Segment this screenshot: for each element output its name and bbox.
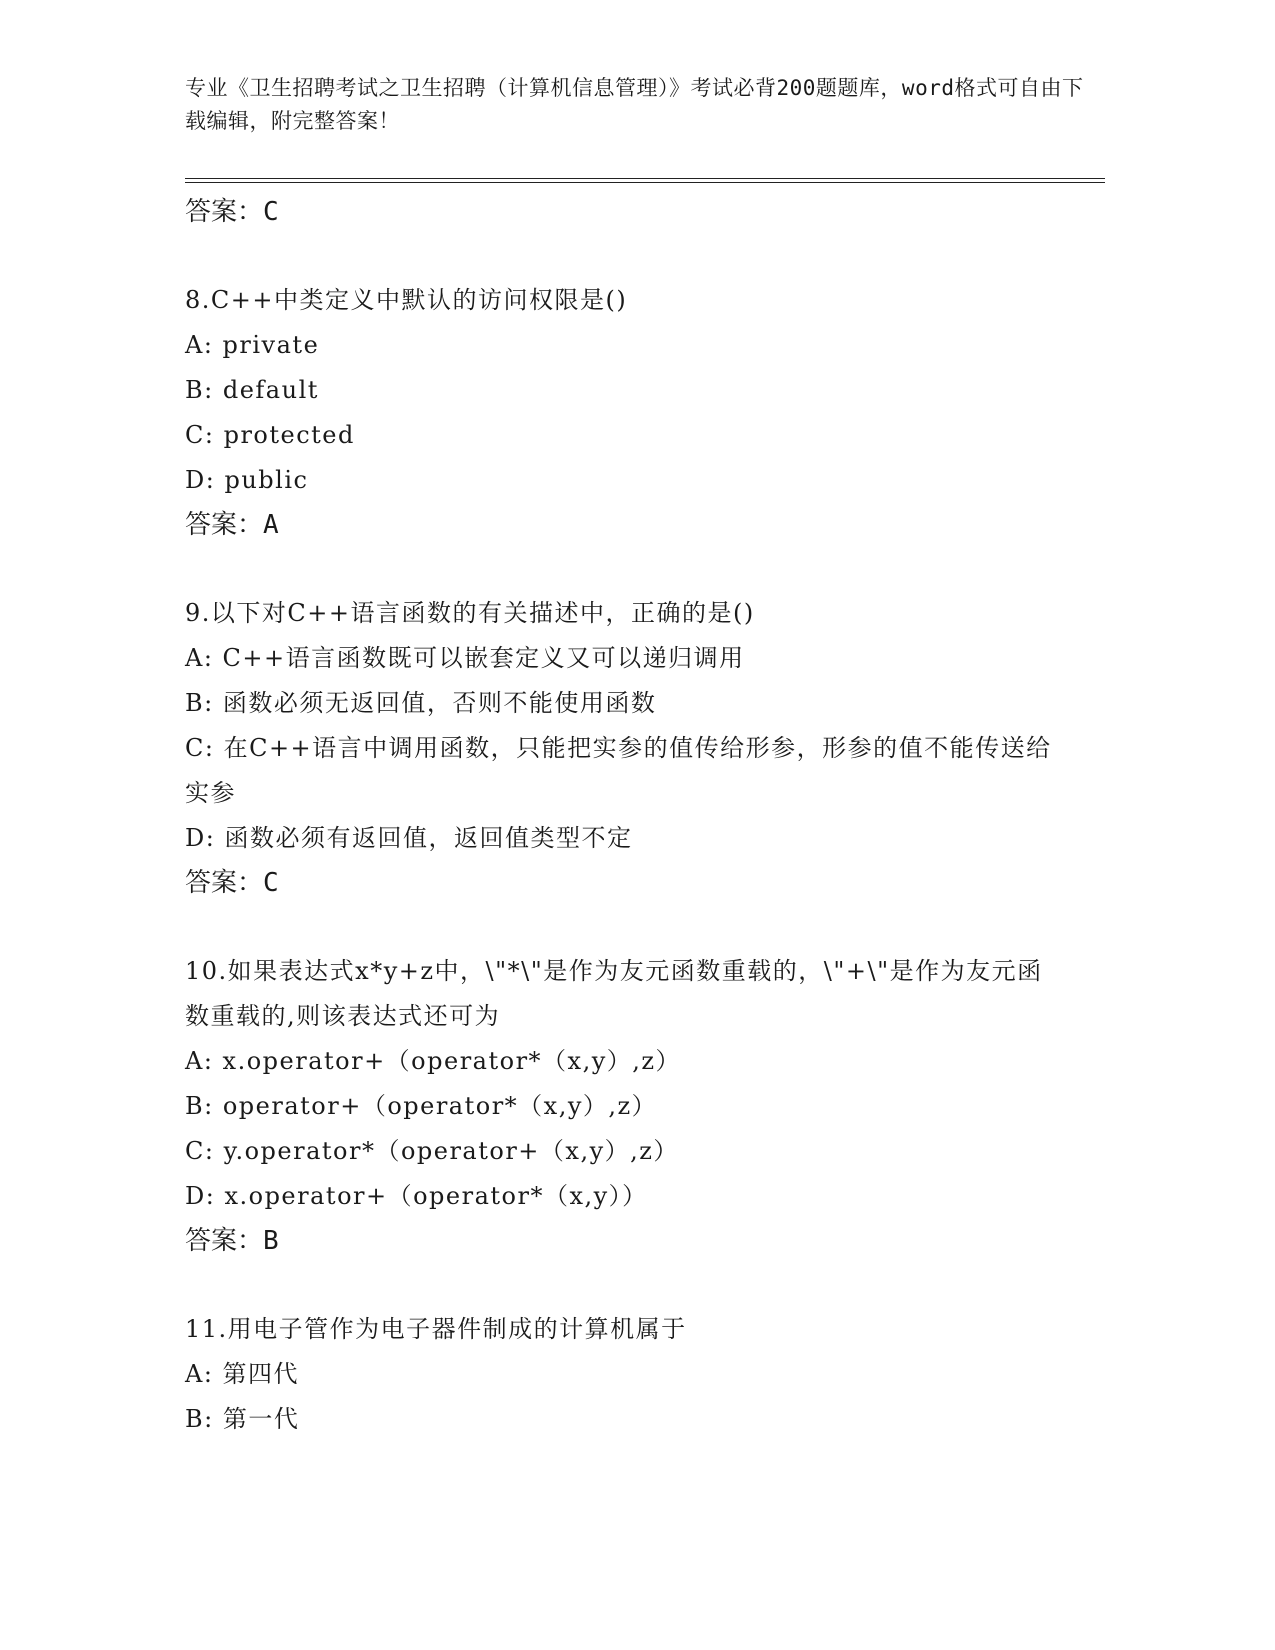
question-8 <box>185 278 1065 547</box>
option-a: A: 第四代 <box>185 1360 300 1388</box>
question-9 <box>185 591 1065 905</box>
option-b: B: default <box>185 376 319 404</box>
option-c: C: y.operator*（operator+（x,y）,z） <box>185 1137 679 1165</box>
answer-line: 答案：B <box>185 1226 279 1256</box>
document-header: 专业《卫生招聘考试之卫生招聘（计算机信息管理）》考试必背200题题库，word格式可自由下载编辑，附完整答案！ <box>185 76 1084 133</box>
header-rule-top <box>185 178 1105 179</box>
option-d: D: public <box>185 466 309 494</box>
answer-line: 答案：C <box>185 197 279 227</box>
header-rule-bottom <box>185 182 1105 183</box>
question-11 <box>185 1307 1065 1442</box>
option-b: B: operator+（operator*（x,y）,z） <box>185 1092 658 1120</box>
option-a: A: x.operator+（operator*（x,y）,z） <box>185 1047 682 1075</box>
answer-line: 答案：A <box>185 510 279 540</box>
question-stem: 9.以下对C++语言函数的有关描述中，正确的是() <box>185 599 755 627</box>
question-10 <box>185 949 1065 1263</box>
option-d: D: 函数必须有返回值，返回值类型不定 <box>185 824 633 852</box>
option-b: B: 函数必须无返回值，否则不能使用函数 <box>185 689 657 717</box>
question-list <box>185 190 1065 1442</box>
answer-line: 答案：C <box>185 868 279 898</box>
option-a: A: private <box>185 331 320 359</box>
option-d: D: x.operator+（operator*（x,y）） <box>185 1182 648 1210</box>
question-stem: 11.用电子管作为电子器件制成的计算机属于 <box>185 1315 687 1343</box>
option-a: A: C++语言函数既可以嵌套定义又可以递归调用 <box>185 644 745 672</box>
question-stem: 10.如果表达式x*y+z中，\"*\"是作为友元函数重载的，\"+\"是作为友元函数重载的,则该表达式还可为 <box>185 957 1043 1030</box>
question-stem: 8.C++中类定义中默认的访问权限是() <box>185 286 628 314</box>
option-c: C: protected <box>185 421 355 449</box>
option-b: B: 第一代 <box>185 1405 300 1433</box>
option-c: C: 在C++语言中调用函数，只能把实参的值传给形参，形参的值不能传送给实参 <box>185 734 1052 807</box>
